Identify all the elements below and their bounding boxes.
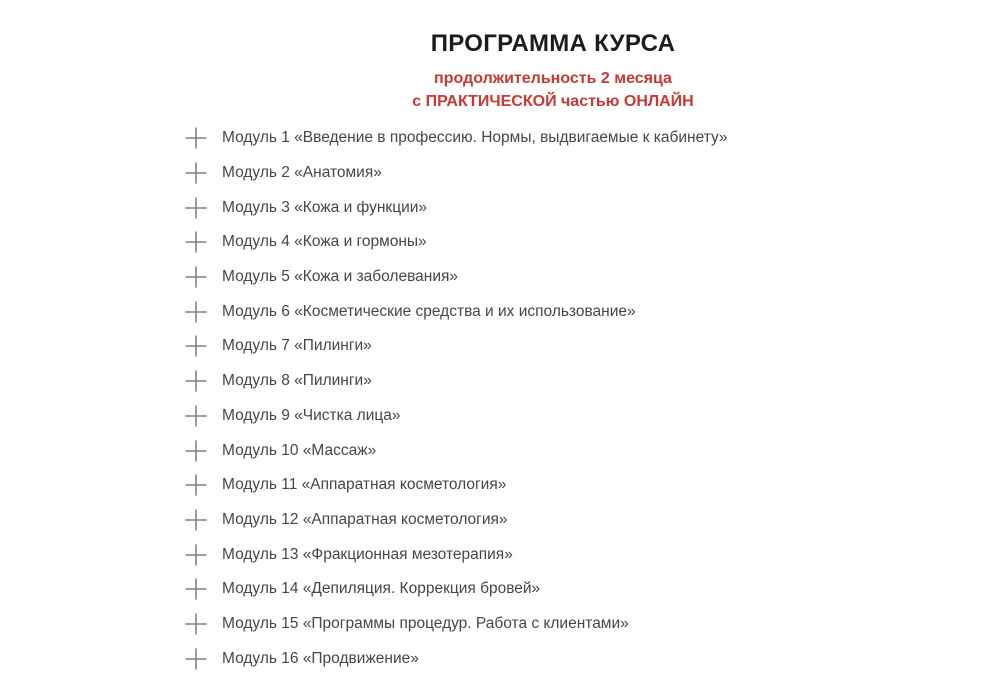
module-list	[185, 121, 805, 676]
plus-icon[interactable]	[185, 127, 207, 149]
module-label: Модуль 10 «Массаж»	[222, 441, 377, 459]
module-label: Модуль 15 «Программы процедур. Работа с клиентами»	[222, 614, 629, 632]
module-row[interactable]	[185, 156, 805, 191]
page-title: ПРОГРАММА КУРСА	[430, 30, 676, 57]
plus-icon[interactable]	[185, 544, 207, 566]
module-label: Модуль 4 «Кожа и гормоны»	[222, 233, 427, 251]
module-label: Модуль 16 «Продвижение»	[222, 649, 419, 667]
plus-icon[interactable]	[185, 509, 207, 531]
plus-icon[interactable]	[185, 648, 207, 670]
module-row[interactable]	[185, 364, 805, 399]
plus-icon[interactable]	[185, 266, 207, 288]
module-row[interactable]	[185, 399, 805, 434]
module-row[interactable]	[185, 572, 805, 607]
module-row[interactable]	[185, 503, 805, 538]
plus-icon[interactable]	[185, 197, 207, 219]
plus-icon[interactable]	[185, 231, 207, 253]
plus-icon[interactable]	[185, 440, 207, 462]
plus-icon[interactable]	[185, 335, 207, 357]
module-row[interactable]	[185, 329, 805, 364]
plus-icon[interactable]	[185, 405, 207, 427]
module-row[interactable]	[185, 607, 805, 642]
module-label: Модуль 12 «Аппаратная косметология»	[222, 510, 508, 528]
module-row[interactable]	[185, 641, 805, 676]
module-label: Модуль 14 «Депиляция. Коррекция бровей»	[222, 580, 541, 598]
module-label: Модуль 7 «Пилинги»	[222, 337, 372, 355]
plus-icon[interactable]	[185, 162, 207, 184]
module-label: Модуль 11 «Аппаратная косметология»	[222, 476, 507, 494]
subtitle	[113, 67, 993, 113]
module-label: Модуль 3 «Кожа и функции»	[222, 198, 428, 216]
module-row[interactable]	[185, 537, 805, 572]
plus-icon[interactable]	[185, 301, 207, 323]
plus-icon[interactable]	[185, 578, 207, 600]
subtitle-duration: продолжительность 2 месяца	[434, 70, 672, 87]
module-label: Модуль 1 «Введение в профессию. Нормы, выдвигаемые к кабинету»	[222, 129, 728, 147]
module-row[interactable]	[185, 121, 805, 156]
plus-icon[interactable]	[185, 474, 207, 496]
subtitle-format: с ПРАКТИЧЕСКОЙ частью ОНЛАЙН	[412, 93, 694, 110]
module-label: Модуль 6 «Косметические средства и их использование»	[222, 302, 636, 320]
plus-icon[interactable]	[185, 613, 207, 635]
module-row[interactable]	[185, 468, 805, 503]
module-label: Модуль 2 «Анатомия»	[222, 164, 382, 182]
module-row[interactable]	[185, 225, 805, 260]
module-row[interactable]	[185, 294, 805, 329]
module-label: Модуль 13 «Фракционная мезотерапия»	[222, 545, 513, 563]
module-row[interactable]	[185, 433, 805, 468]
module-row[interactable]	[185, 190, 805, 225]
module-row[interactable]	[185, 260, 805, 295]
section-header	[113, 30, 993, 113]
plus-icon[interactable]	[185, 370, 207, 392]
module-label: Модуль 9 «Чистка лица»	[222, 406, 401, 424]
module-label: Модуль 5 «Кожа и заболевания»	[222, 268, 458, 286]
module-label: Модуль 8 «Пилинги»	[222, 372, 372, 390]
